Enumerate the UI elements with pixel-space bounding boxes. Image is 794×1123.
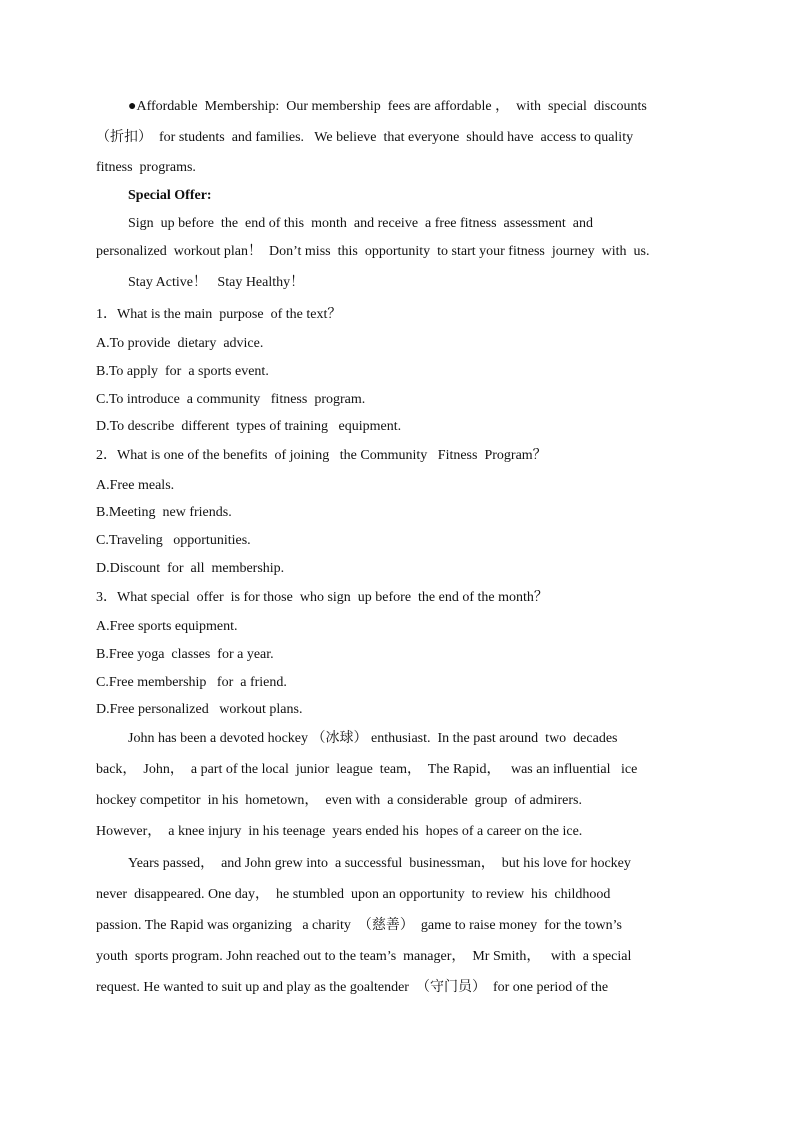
question-1-option-d: D.To describe different types of training equipment. (96, 419, 402, 434)
question-3-stem: 3．What special offer is for those who sign up before the end of the month？ (96, 590, 548, 605)
question-2-option-d: D.Discount for all membership. (96, 561, 285, 576)
passage-p1-line-4: However， a knee injury in his teenage years ended his hopes of a career on the ice. (96, 824, 583, 839)
passage-p1-line-1: John has been a devoted hockey （冰球） enthusiast. In the past around two decades (128, 731, 618, 746)
passage-p2-line-4: youth sports program. John reached out to the team’s manager， Mr Smith， with a special (96, 949, 632, 964)
special-offer-line-2: personalized workout plan！ Don’t miss this opportunity to start your fitness journey with us. (96, 244, 650, 259)
passage-p2-line-3: passion. The Rapid was organizing a charity （慈善） game to raise money for the town’s (96, 918, 622, 933)
passage-p2-line-2: never disappeared. One day， he stumbled upon an opportunity to review his childhood (96, 887, 611, 902)
question-3-option-d: D.Free personalized workout plans. (96, 702, 303, 717)
question-2-stem: 2．What is one of the benefits of joining the Community Fitness Program？ (96, 448, 547, 463)
passage-p2-line-1: Years passed， and John grew into a successful businessman， but his love for hockey (128, 856, 631, 871)
special-offer-line-1: Sign up before the end of this month and receive a free fitness assessment and (128, 216, 593, 231)
question-1-stem: 1．What is the main purpose of the text？ (96, 307, 342, 322)
special-offer-heading: Special Offer: (128, 188, 212, 203)
membership-line-3: fitness programs. (96, 160, 196, 175)
question-1-option-b: B.To apply for a sports event. (96, 364, 269, 379)
question-2-option-a: A.Free meals. (96, 478, 175, 493)
special-offer-slogan: Stay Active！ Stay Healthy！ (128, 275, 305, 290)
question-2-option-b: B.Meeting new friends. (96, 505, 232, 520)
question-2-option-c: C.Traveling opportunities. (96, 533, 251, 548)
membership-line-1: ●Affordable Membership: Our membership fees are affordable ， with special discounts (128, 99, 647, 114)
passage-p1-line-2: back， John， a part of the local junior league team， The Rapid， was an influential ice (96, 762, 638, 777)
question-3-option-c: C.Free membership for a friend. (96, 675, 287, 690)
question-1-option-a: A.To provide dietary advice. (96, 336, 264, 351)
question-3-option-b: B.Free yoga classes for a year. (96, 647, 274, 662)
passage-p2-line-5: request. He wanted to suit up and play as the goaltender （守门员） for one period of the (96, 980, 609, 995)
membership-line-2: （折扣） for students and families. We believe that everyone should have access to quality (96, 130, 634, 145)
question-1-option-c: C.To introduce a community fitness program. (96, 392, 366, 407)
passage-p1-line-3: hockey competitor in his hometown， even with a considerable group of admirers. (96, 793, 582, 808)
question-3-option-a: A.Free sports equipment. (96, 619, 238, 634)
